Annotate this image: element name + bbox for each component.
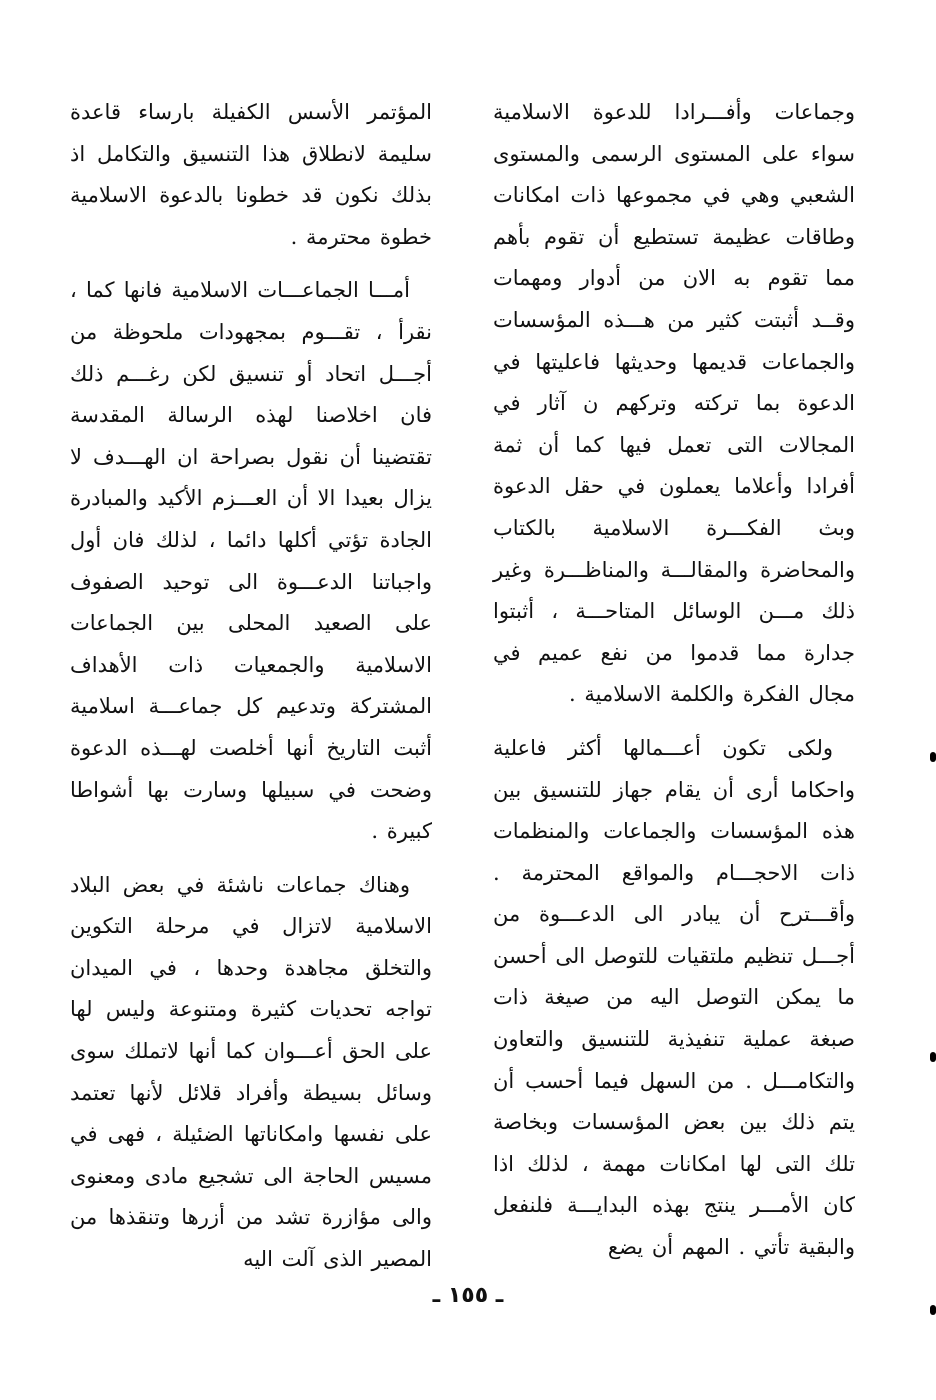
paragraph: وهناك جماعات ناشئة في بعض البلاد الاسلامية لاتزال في مرحلة التكوين والتخلق مجاهدة وحدها ، في الميدان تواجه تحديات كثيرة ومتنوعة وليس لها على الحق أعـــوان كما أنها لاتملك سوى وسائل بسيطة وأفراد قلائل لأنها تعتمد على نفسها وامكاناتها الضئيلة ، فهى في مسيس الحاجة الى تشجيع مادى ومعنوى والى مؤازرة تشد من أزرها وتنقذها من المصير الذى آلت اليه xyxy=(70,872,432,1272)
paragraph: المؤتمر الأسس الكفيلة بارساء قاعدة سليمة لانطلاق هذا التنسيق والتكامل اذ بذلك نكون قد خطونا بالدعوة الاسلامية خطوة محترمة . xyxy=(70,100,432,249)
left-column xyxy=(70,92,432,1281)
scan-edge-mark xyxy=(930,752,936,762)
scan-edge-mark xyxy=(930,1305,936,1315)
paragraph: وجماعات وأفـــرادا للدعوة الاسلامية سواء على المستوى الرسمى والمستوى الشعبي وهي في مجموعها ذات امكانات وطاقات عظيمة تستطيع أن تقوم بأهم مما تقوم به الان من أدوار ومهمات وقــد أثبتت كثير من هـــذه المؤسسات والجماعات قديمها وحديثها فاعليتها في الدعوة بما تركته وتركهم ن آثار في المجالات التى تعمل فيها كما أن ثمة أفرادا وأعلاما يعملون في حقل الدعوة وبث الفكـــرة الاسلامية بالكتاب والمحاضرة والمقالـــة والمناظـــرة وغير ذلك مـــن الوسائل المتاحـــة ، أثبتوا جدارة مما قدموا من نفع عميم في مجال الفكرة والكلمة الاسلامية . xyxy=(493,100,855,707)
scan-edge-mark xyxy=(930,1052,936,1062)
paragraph: ولكى تكون أعـــمالها أكثر فاعلية واحكاما أرى أن يقام جهاز للتنسيق بين هذه المؤسسات والجماعات والمنظمات ذات الاحجـــام والمواقع المحترمة . وأقـــترح أن يبادر الى الدعـــوة من أجـــل تنظيم ملتقيات للتوصل الى أحسن ما يمكن التوصل اليه من صيغة ذات صبغة عملية تنفيذية للتنسيق والتعاون والتكامـــل . من السهل فيما أحسب أن يتم ذلك بين بعض المؤسسات وبخاصة تلك التى لها امكانات مهمة ، لذلك اذا كان الأمـــر ينتج بهذه البدايـــة فلنفعل والبقية تأتي . المهم أن يضع xyxy=(493,735,855,1260)
paragraph: أمـــا الجماعـــات الاسلامية فانها كما ، نقرأ ، تقـــوم بمجهودات ملحوظة من أجـــل اتحاد أو تنسيق لكن رغـــم ذلك فان اخلاصنا لهذه الرسالة المقدسة تقتضينا أن نقول بصراحة ان الهـــدف لا يزال بعيدا الا أن العـــزم الأكيد والمبادرة الجادة تؤتي أكلها دائما ، لذلك فان أول واجباتنا الدعـــوة الى توحيد الصفوف على الصعيد المحلى بين الجماعات الاسلامية والجمعيات ذات الأهداف المشتركة وتدعيم كل جماعـــة اسلامية أثبت التاريخ أنها أخلصت لهـــذه الدعوة وضحت في سبيلها وسارت بها أشواطا كبيرة . xyxy=(70,278,432,844)
page-number: ـ ١٥٥ ـ xyxy=(432,1283,504,1308)
right-column xyxy=(493,92,855,1269)
